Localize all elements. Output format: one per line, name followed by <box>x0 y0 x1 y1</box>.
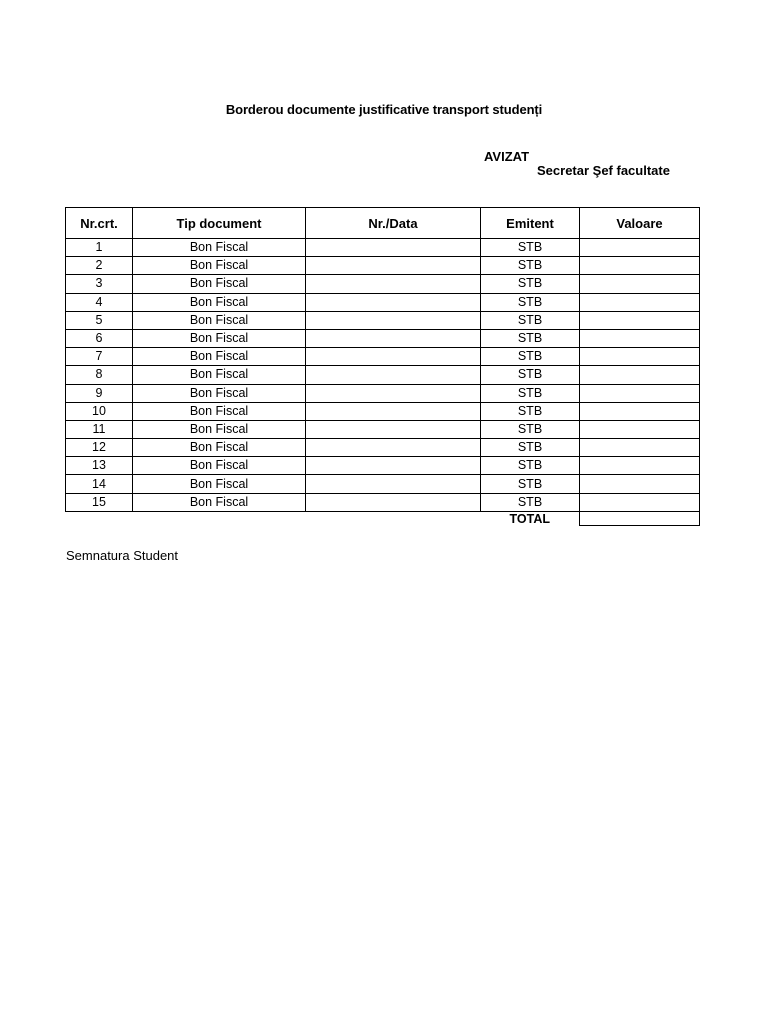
total-label: TOTAL <box>509 511 550 526</box>
cell-nr-crt: 14 <box>66 475 133 493</box>
cell-nr-data[interactable] <box>306 348 481 366</box>
table-row <box>66 475 700 493</box>
cell-tip-document: Bon Fiscal <box>133 239 306 257</box>
cell-tip-document: Bon Fiscal <box>133 384 306 402</box>
table-row <box>66 402 700 420</box>
cell-emitent: STB <box>481 493 580 511</box>
cell-nr-crt: 3 <box>66 275 133 293</box>
cell-tip-document: Bon Fiscal <box>133 348 306 366</box>
cell-valoare[interactable] <box>580 239 700 257</box>
table-row <box>66 293 700 311</box>
cell-nr-crt: 1 <box>66 239 133 257</box>
table-row <box>66 420 700 438</box>
cell-nr-data[interactable] <box>306 402 481 420</box>
cell-nr-crt: 7 <box>66 348 133 366</box>
total-value-cell[interactable] <box>580 511 700 526</box>
cell-nr-crt: 6 <box>66 329 133 347</box>
cell-nr-crt: 9 <box>66 384 133 402</box>
cell-tip-document: Bon Fiscal <box>133 420 306 438</box>
cell-valoare[interactable] <box>580 293 700 311</box>
cell-tip-document: Bon Fiscal <box>133 402 306 420</box>
table-row <box>66 311 700 329</box>
table-row <box>66 329 700 347</box>
document-title: Borderou documente justificative transport studenți <box>225 102 543 117</box>
cell-emitent: STB <box>481 257 580 275</box>
table-row <box>66 439 700 457</box>
cell-nr-data[interactable] <box>306 329 481 347</box>
cell-nr-data[interactable] <box>306 239 481 257</box>
cell-nr-data[interactable] <box>306 257 481 275</box>
table-row <box>66 239 700 257</box>
total-row <box>66 511 700 526</box>
cell-nr-data[interactable] <box>306 493 481 511</box>
cell-emitent: STB <box>481 384 580 402</box>
header-tip-document: Tip document <box>133 208 306 239</box>
table-row <box>66 366 700 384</box>
cell-emitent: STB <box>481 275 580 293</box>
cell-nr-data[interactable] <box>306 384 481 402</box>
cell-nr-data[interactable] <box>306 275 481 293</box>
cell-emitent: STB <box>481 402 580 420</box>
cell-valoare[interactable] <box>580 348 700 366</box>
cell-valoare[interactable] <box>580 329 700 347</box>
cell-nr-crt: 2 <box>66 257 133 275</box>
cell-emitent: STB <box>481 420 580 438</box>
table-row <box>66 257 700 275</box>
signature-label: Semnatura Student <box>66 548 179 563</box>
cell-tip-document: Bon Fiscal <box>133 493 306 511</box>
cell-emitent: STB <box>481 475 580 493</box>
cell-nr-data[interactable] <box>306 420 481 438</box>
cell-emitent: STB <box>481 311 580 329</box>
cell-nr-crt: 5 <box>66 311 133 329</box>
cell-nr-data[interactable] <box>306 457 481 475</box>
cell-valoare[interactable] <box>580 311 700 329</box>
table-row <box>66 457 700 475</box>
cell-nr-crt: 11 <box>66 420 133 438</box>
secretar-label: Secretar Şef facultate <box>537 163 670 178</box>
cell-emitent: STB <box>481 329 580 347</box>
cell-nr-crt: 12 <box>66 439 133 457</box>
cell-tip-document: Bon Fiscal <box>133 475 306 493</box>
cell-tip-document: Bon Fiscal <box>133 293 306 311</box>
cell-valoare[interactable] <box>580 493 700 511</box>
cell-tip-document: Bon Fiscal <box>133 329 306 347</box>
cell-nr-data[interactable] <box>306 293 481 311</box>
cell-emitent: STB <box>481 366 580 384</box>
table-header-row <box>66 208 700 239</box>
cell-nr-data[interactable] <box>306 366 481 384</box>
total-spacer <box>306 511 481 526</box>
cell-valoare[interactable] <box>580 384 700 402</box>
header-nr-data: Nr./Data <box>306 208 481 239</box>
cell-tip-document: Bon Fiscal <box>133 366 306 384</box>
cell-tip-document: Bon Fiscal <box>133 311 306 329</box>
cell-emitent: STB <box>481 457 580 475</box>
header-emitent: Emitent <box>481 208 580 239</box>
cell-nr-data[interactable] <box>306 439 481 457</box>
total-spacer <box>66 511 133 526</box>
cell-tip-document: Bon Fiscal <box>133 457 306 475</box>
cell-nr-crt: 4 <box>66 293 133 311</box>
cell-tip-document: Bon Fiscal <box>133 275 306 293</box>
cell-nr-crt: 8 <box>66 366 133 384</box>
cell-nr-crt: 10 <box>66 402 133 420</box>
cell-valoare[interactable] <box>580 439 700 457</box>
cell-valoare[interactable] <box>580 366 700 384</box>
cell-emitent: STB <box>481 348 580 366</box>
avizat-label: AVIZAT <box>484 149 530 164</box>
header-nr-crt: Nr.crt. <box>66 208 133 239</box>
cell-tip-document: Bon Fiscal <box>133 257 306 275</box>
cell-nr-data[interactable] <box>306 475 481 493</box>
table-row <box>66 275 700 293</box>
table-row <box>66 348 700 366</box>
cell-valoare[interactable] <box>580 275 700 293</box>
cell-valoare[interactable] <box>580 475 700 493</box>
cell-nr-data[interactable] <box>306 311 481 329</box>
cell-emitent: STB <box>481 439 580 457</box>
transport-table <box>65 207 700 526</box>
table-row <box>66 384 700 402</box>
cell-nr-crt: 15 <box>66 493 133 511</box>
cell-emitent: STB <box>481 293 580 311</box>
header-valoare: Valoare <box>580 208 700 239</box>
cell-valoare[interactable] <box>580 457 700 475</box>
total-spacer <box>133 511 306 526</box>
cell-valoare[interactable] <box>580 420 700 438</box>
cell-nr-crt: 13 <box>66 457 133 475</box>
cell-valoare[interactable] <box>580 257 700 275</box>
cell-valoare[interactable] <box>580 402 700 420</box>
cell-emitent: STB <box>481 239 580 257</box>
table-row <box>66 493 700 511</box>
cell-tip-document: Bon Fiscal <box>133 439 306 457</box>
